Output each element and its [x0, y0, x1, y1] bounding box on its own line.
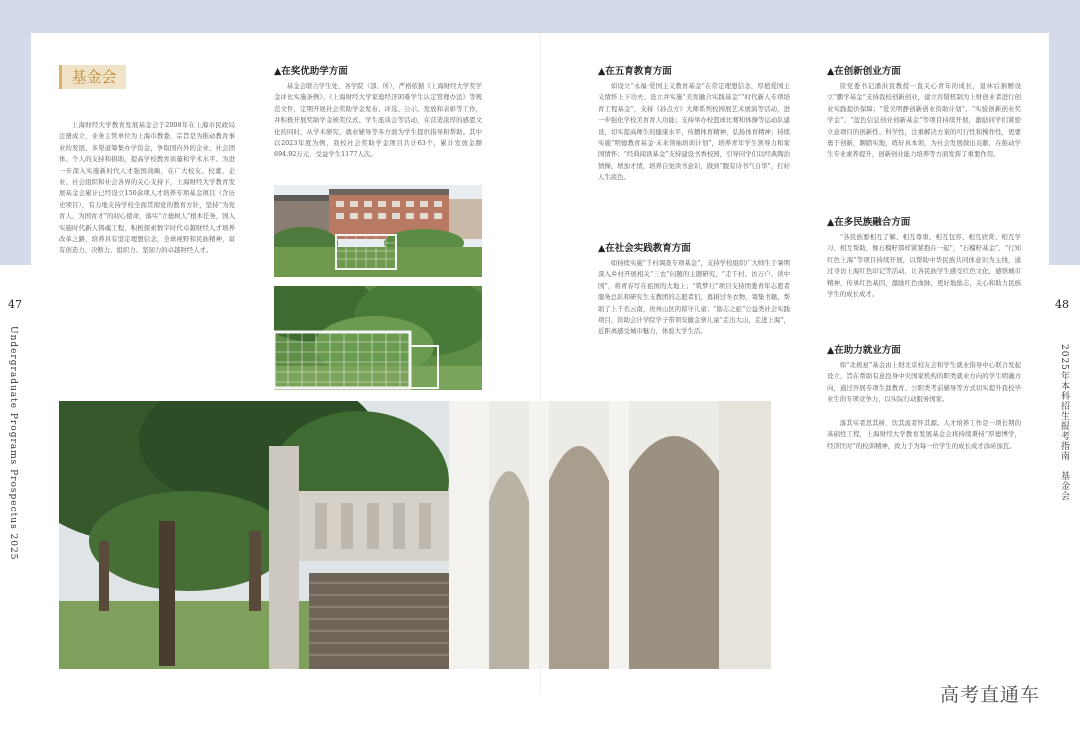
section-text-employment-1: 如“北极星”基金由上财北京校友会和学生就业指导中心联合发起设立，旨在帮助有意投身中央国家机构的职类就业方向的学生明确方向，通过开展专项生涯教育、公职类考前辅导等方式切实提升我校毕业生的专项竞争力，以实际行动服务国家。: [827, 361, 1021, 404]
section-text-ethnic-integration: “各民族要相互了解、相互尊重、相互包容、相互欣赏、相互学习、相互帮助，像石榴籽那样紧紧抱在一起”，“石榴籽基金”、“行知红色上海”等项目持续开展，以帮助中华民族共同体意识为主线，通过寻访上海红色印记等活动，让各民族学生感受红色文化，感悟城市精神，传承红色基因，激励红色血脉，更好地励志，关心和助力民族学生的成长成才。: [827, 233, 1021, 299]
section-title-employment: ▲在助力就业方面: [827, 345, 901, 356]
soccer-goal-image: [274, 286, 482, 390]
campus-building-photo: [274, 185, 482, 277]
right-side-label: 2025年本科招生报考指南 基金会: [1059, 344, 1069, 501]
section-text-innovation: 原党委书记潘洪萱教授一直关心青年的成长，退休后捐赠设立“鹏学基金”支持我校创新创业，建立容错机制为上财创业者进行创业实践提供保障；“爱美明静创新创业资助计划”、“实验创新创业奖学金”、“蓝色信息创业创新基金”等项目持续开展，激励同学们紧密立意项目的创新性、科学性，注重解决方案的可行性和操作性，更要勇于创新，聊踏实地，练好真本领，为社会发展做出贡献，在推动学生专业素养提升，创新创业能力培养等方面发挥了重要作用。: [827, 82, 1021, 159]
campus-building-image: [274, 185, 482, 277]
stone-arch-image: [59, 401, 771, 669]
section-title-social-practice: ▲在社会实践教育方面: [598, 243, 691, 254]
section-title-ethnic-integration: ▲在多民族融合方面: [827, 217, 911, 228]
section-text-employment-2: 落其实者思其树，饮其流者怀其源。人才培养工作是一项长期的基础性工程，上海财经大学教育发展基金会将持续秉持“厚德博学，经济匡时”的校训精神，致力于为每一位学生的成长成才添砖加瓦。: [827, 419, 1021, 450]
soccer-goal-photo: [274, 286, 482, 390]
section-badge: 基金会: [59, 65, 126, 89]
section-text-five-education: 如设立“永福·爱国主义教育基金”在常定理想信念，厚植爱国主义情怀上下功夫；设立并实施“美育融合实践基金”“时代新人专项培育工程基金”，支持《孙点方》大师系列校园展艺术展演等活动，进一步强化学校美育育人功能；支持举办校篮球比赛和体操等运动队建设，切实提高师生的健康水平，传播体育精神，弘扬体育精神；持续实施“明德教育基金·未来领袖培训计划”，培养青年学生领导力和家国情怀；“经典阅读基金”支持建设书香校园，引导同学们以经典陶治情操、增加才情，培养自觉读书意识，做到“腹有诗书气自华”，打好人生底色。: [598, 82, 790, 182]
section-text-award: 基金会联合学生处、各学院（部、所），严格依据《上海财经大学奖学金评比实施条例》、《上海财经大学家庭经济困难学生认定管理办法》等规范文件，定期开展社会奖助学金发布、评选、公示、发放和表彰等工作，并积极开展奖助学金颁奖仪式、学生座谈会等活动，在营造浓厚的感恩文化的同时，从学术研究、就业辅导等多方面为学生提供指导和帮助。其中以2023年度为例，我校社会奖助学金项目共计63个，累计发放金额694.92万元，受益学生1177人次。: [274, 82, 482, 159]
section-title-five-education: ▲在五育教育方面: [598, 66, 672, 77]
left-background-band: [0, 33, 31, 265]
left-page-number: 47: [8, 298, 22, 311]
intro-paragraph: 上海财经大学教育发展基金会于2008年在上海市民政局注册成立，业务主管单位为上海市教委，宗旨是为推动教育事业的发展、多渠道筹集办学资金，争取国内外的企业、社会团体、个人的支持和捐助，提高学校教育质量和学术水平。为进一步深入实施新时代人才强国战略，在广大校友、校董、企业、社会组织和社会各界的关心支持下，上海财经大学教育发展基金会累计已经设立150余项人才培养专项基金项目（含历史项目），有力地支持学校全面贯彻党的教育方针，坚持“为党育人、为国育才”的初心使命，落实“立德树人”根本任务，国入实施时代新人铸魂工程，积极探索数字时代卓越财经人才培养改革之路，培养具有坚定理想信念，全球视野和民族精神，富有创造力、决断力、组织力、坚韧力的卓越财经人才。: [59, 121, 235, 255]
section-title-innovation: ▲在创新创业方面: [827, 66, 901, 77]
watermark-text: 高考直通车: [940, 684, 1041, 706]
stone-arch-photo: [59, 401, 771, 669]
left-side-label: Undergraduate Programs Prospectus 2025: [8, 326, 18, 561]
right-background-band: [1049, 33, 1080, 265]
section-text-social-practice: 如持续实施“千村调查专项基金”，支持学校组织广大师生于暑期深入乡村开展相关“三农”问题的主题研究，“走千村、访万户、读中国”，将青春写在祖国的大地上；“筑梦行”项目支持团委青年志愿者服务总队和研究生支教团的志愿者们，募捐过冬衣物、筹集书籍，帮助了上千名云南、贵州山区的留守儿童；“励志之旅”公益类社会实践项目，资助会计学院学子带领安徽金寨儿童“走出大山，走进上海”，近距离感受城市魅力，体验大学生活。: [598, 259, 790, 336]
section-title-award: ▲在奖优助学方面: [274, 66, 348, 77]
top-background-band: [0, 0, 1080, 33]
right-page-number: 48: [1055, 298, 1069, 311]
